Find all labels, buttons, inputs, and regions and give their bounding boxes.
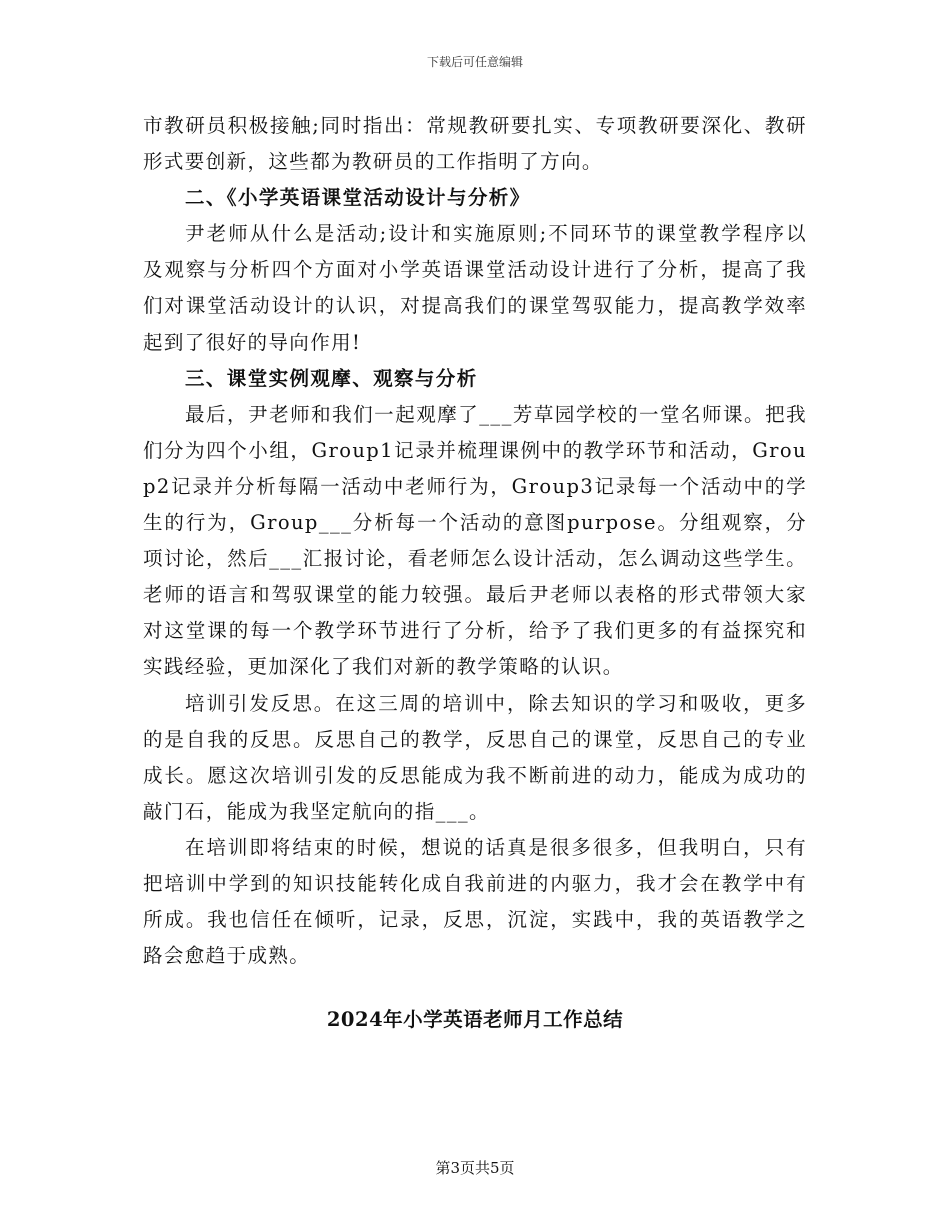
paragraph-4: 培训引发反思。在这三周的培训中，除去知识的学习和吸收，更多的是自我的反思。反思自己的教学，反思自己的课堂，反思自己的专业成长。愿这次培训引发的反思能成为我不断前进的动力，能成为成功的敲门石，能成为我坚定航向的指___。 <box>143 691 807 823</box>
document-title: 2024年小学英语老师月工作总结 <box>326 1008 624 1031</box>
paragraph-2: 尹老师从什么是活动;设计和实施原则;不同环节的课堂教学程序以及观察与分析四个方面对小学英语课堂活动设计进行了分析，提高了我们对课堂活动设计的认识，对提高我们的课堂驾驭能力，提高教学效率起到了很好的导向作用! <box>143 222 807 354</box>
paragraph-3: 最后，尹老师和我们一起观摩了___芳草园学校的一堂名师课。把我们分为四个小组，Group1记录并梳理课例中的教学环节和活动，Group2记录并分析每隔一活动中老师行为，Group3记录每一个活动中的学生的行为，Group___分析每一个活动的意图purpose。分组观察，分项讨论，然后___汇报讨论，看老师怎么设计活动，怎么调动这些学生。老师的语言和驾驭课堂的能力较强。最后尹老师以表格的形式带领大家对这堂课的每一个教学环节进行了分析，给予了我们更多的有益探究和实践经验，更加深化了我们对新的教学策略的认识。 <box>143 402 807 679</box>
paragraph-1: 市教研员积极接触;同时指出：常规教研要扎实、专项教研要深化、教研形式要创新，这些都为教研员的工作指明了方向。 <box>143 114 807 174</box>
paragraph-5: 在培训即将结束的时候，想说的话真是很多很多，但我明白，只有把培训中学到的知识技能转化成自我前进的内驱力，我才会在教学中有所成。我也信任在倾听，记录，反思，沉淀，实践中，我的英语教学之路会愈趋于成熟。 <box>143 835 807 968</box>
page-footer: 第3页共5页 <box>435 1159 515 1177</box>
section-heading-3: 三、课堂实例观摩、观察与分析 <box>185 366 478 390</box>
section-heading-2: 二、《小学英语课堂活动设计与分析》 <box>185 186 531 210</box>
page-header: 下载后可任意编辑 <box>426 55 523 69</box>
document-body <box>143 108 807 974</box>
